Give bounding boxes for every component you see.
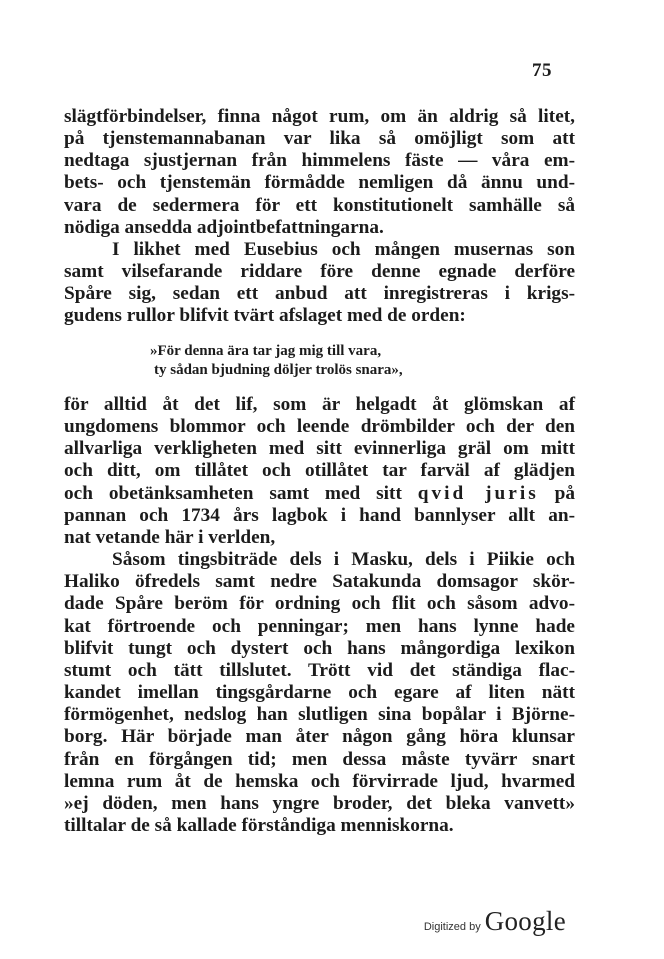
text-line: pannan och 1734 års lagbok i hand bannlyser allt an- [64,504,575,526]
text-line: för alltid åt det lif, som är helgadt åt glömskan af [64,394,575,415]
paragraph-block-1 [64,106,575,328]
text-line: nedtaga sjustjernan från himmelens fäste — våra em- [64,150,575,172]
text-fragment: på [554,482,575,504]
text-line: Såsom tingsbiträde dels i Masku, dels i Piikie och [112,549,575,571]
text-line: bets- och tjenstemän förmådde nemligen då ännu und- [64,172,575,194]
text-line: vara de sedermera för ett konstitutionelt samhälle så [64,194,575,216]
text-line: nat vetande här i verlden, [64,526,276,548]
page-number: 75 [532,60,552,81]
verse-quote [150,342,403,379]
text-line: »ej döden, men hans yngre broder, det bleka vanvett» [64,792,575,814]
text-line: ungdomens blommor och leende drömbilder och der den [64,416,575,438]
text-line: från en förgången tid; men dessa måste tyvärr snart [64,748,575,770]
paragraph-block-2 [64,394,575,837]
text-line: förmögenhet, nedslog han slutligen sina bopålar i Björne- [64,704,575,726]
text-line-with-spaced-phrase [64,483,575,505]
text-line: nödiga ansedda adjointbefattningarna. [64,216,384,238]
google-logo: Google [484,906,566,936]
text-line: borg. Här började man åter någon gång höra klunsar [64,726,575,748]
text-line: gudens rullor blifvit tvärt afslaget med de orden: [64,305,466,327]
digitized-by-watermark [424,906,566,937]
text-line: kat förtroende och penningar; men hans lynne hade [64,615,575,637]
text-line: lemna rum åt de hemska och förvirrade ljud, hvarmed [64,770,575,792]
text-line: blifvit tungt och dystert och hans mångordiga lexikon [64,637,575,659]
text-line: Haliko öfredels samt nedre Satakunda domsagor skör- [64,571,575,593]
text-fragment: och obetänksamheten samt med sitt [64,482,402,504]
text-line: dade Spåre beröm för ordning och flit och såsom advo- [64,593,575,615]
text-line: allvarliga verkligheten med sitt evinnerliga gräl om mitt [64,438,575,460]
spaced-latin-phrase: qvid juris [417,482,539,504]
quote-line: »För denna ära tar jag mig till vara, [150,343,382,359]
text-line: på tjenstemannabanan var lika så omöjligt som att [64,128,575,150]
text-line: kandet imellan tingsgårdarne och egare af liten nätt [64,682,575,704]
watermark-prefix: Digitized by [423,921,481,933]
text-line: tilltalar de så kallade förståndiga menniskorna. [64,814,454,836]
text-line: samt vilsefarande riddare före denne egnade derföre [64,261,575,283]
text-line: Spåre sig, sedan ett anbud att inregistreras i krigs- [64,283,575,305]
text-line: och ditt, om tillåtet och otillåtet tar farväl af glädjen [64,460,575,482]
text-line: stumt och tätt tillslutet. Trött vid det ständiga flac- [64,659,575,681]
quote-line: ty sådan bjudning döljer trolös snara», [154,361,403,378]
text-line: slägtförbindelser, finna något rum, om än aldrig så litet, [64,106,575,127]
text-line: I likhet med Eusebius och mången musernas son [112,238,575,260]
